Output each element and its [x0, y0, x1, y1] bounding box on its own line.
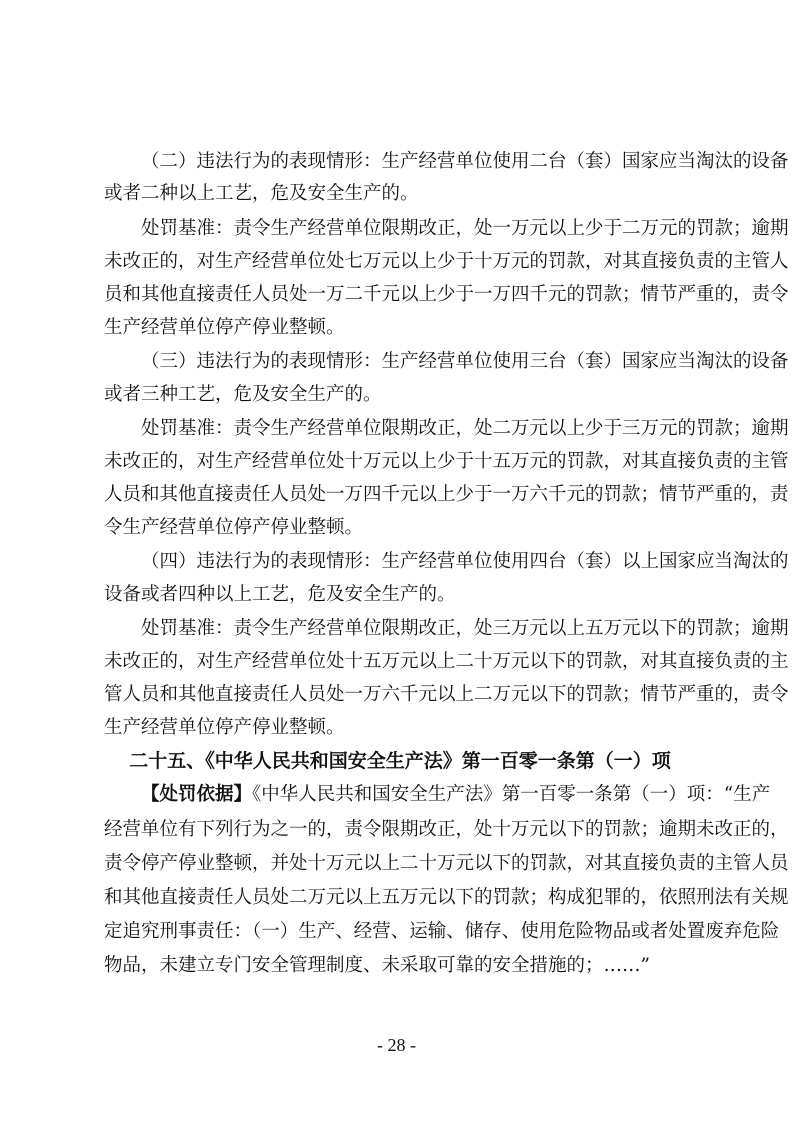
item2-penalty-line-1: 处罚基准：责令生产经营单位限期改正，处一万元以上少于二万元的罚款；逾期 [141, 218, 789, 239]
basis-line-2: 经营单位有下列行为之一的，责令限期改正，处十万元以下的罚款；逾期未改正的， [104, 819, 789, 840]
item4-penalty-line-1: 处罚基准：责令生产经营单位限期改正，处三万元以上五万元以下的罚款；逾期 [141, 618, 789, 639]
item2-penalty-line-2: 未改正的，对生产经营单位处七万元以上少于十万元的罚款，对其直接负责的主管人 [104, 251, 789, 272]
page-number: - 28 - [377, 1035, 416, 1055]
basis-line-1-text: 《中华人民共和国安全生产法》第一百零一条第（一）项：“生产 [252, 784, 771, 805]
item3-behavior-line-1: （三）违法行为的表现情形：生产经营单位使用三台（套）国家应当淘汰的设备 [141, 351, 789, 372]
basis-line-6: 物品，未建立专门安全管理制度、未采取可靠的安全措施的；……” [104, 955, 650, 976]
item2-behavior-line-2: 或者二种以上工艺，危及安全生产的。 [104, 183, 419, 204]
item2-behavior-line-1: （二）违法行为的表现情形：生产经营单位使用二台（套）国家应当淘汰的设备 [141, 151, 789, 172]
item2-penalty-line-4: 生产经营单位停产停业整顿。 [104, 317, 345, 338]
item2-penalty-line-3: 员和其他直接责任人员处一万二千元以上少于一万四千元的罚款；情节严重的，责令 [104, 284, 789, 305]
item3-penalty-line-1: 处罚基准：责令生产经营单位限期改正，处二万元以上少于三万元的罚款；逾期 [141, 418, 789, 439]
basis-line-5: 定追究刑事责任：（一）生产、经营、运输、储存、使用危险物品或者处置废弃危险 [104, 921, 780, 942]
item4-penalty-line-3: 管人员和其他直接责任人员处一万六千元以上二万元以下的罚款；情节严重的，责令 [104, 684, 789, 705]
section-heading: 二十五、《中华人民共和国安全生产法》第一百零一条第（一）项 [129, 750, 671, 772]
item4-behavior-line-1: （四）违法行为的表现情形：生产经营单位使用四台（套）以上国家应当淘汰的 [141, 551, 789, 572]
item4-penalty-line-4: 生产经营单位停产停业整顿。 [104, 717, 345, 738]
item3-penalty-line-3: 人员和其他直接责任人员处一万四千元以上少于一万六千元的罚款；情节严重的，责 [104, 484, 789, 505]
item4-penalty-line-2: 未改正的，对生产经营单位处十五万元以上二十万元以下的罚款，对其直接负责的主 [104, 651, 789, 672]
item4-behavior-line-2: 设备或者四种以上工艺，危及安全生产的。 [104, 584, 456, 605]
item3-behavior-line-2: 或者三种工艺，危及安全生产的。 [104, 384, 382, 405]
basis-line-1 [104, 780, 771, 810]
basis-line-4: 和其他直接责任人员处二万元以上五万元以下的罚款；构成犯罪的，依照刑法有关规 [104, 887, 789, 908]
basis-label: 【处罚依据】 [141, 784, 253, 805]
item3-penalty-line-2: 未改正的，对生产经营单位处十万元以上少于十五万元的罚款，对其直接负责的主管 [104, 451, 789, 472]
basis-line-3: 责令停产停业整顿，并处十万元以上二十万元以下的罚款，对其直接负责的主管人员 [104, 853, 789, 874]
item3-penalty-line-4: 令生产经营单位停产停业整顿。 [104, 517, 364, 538]
